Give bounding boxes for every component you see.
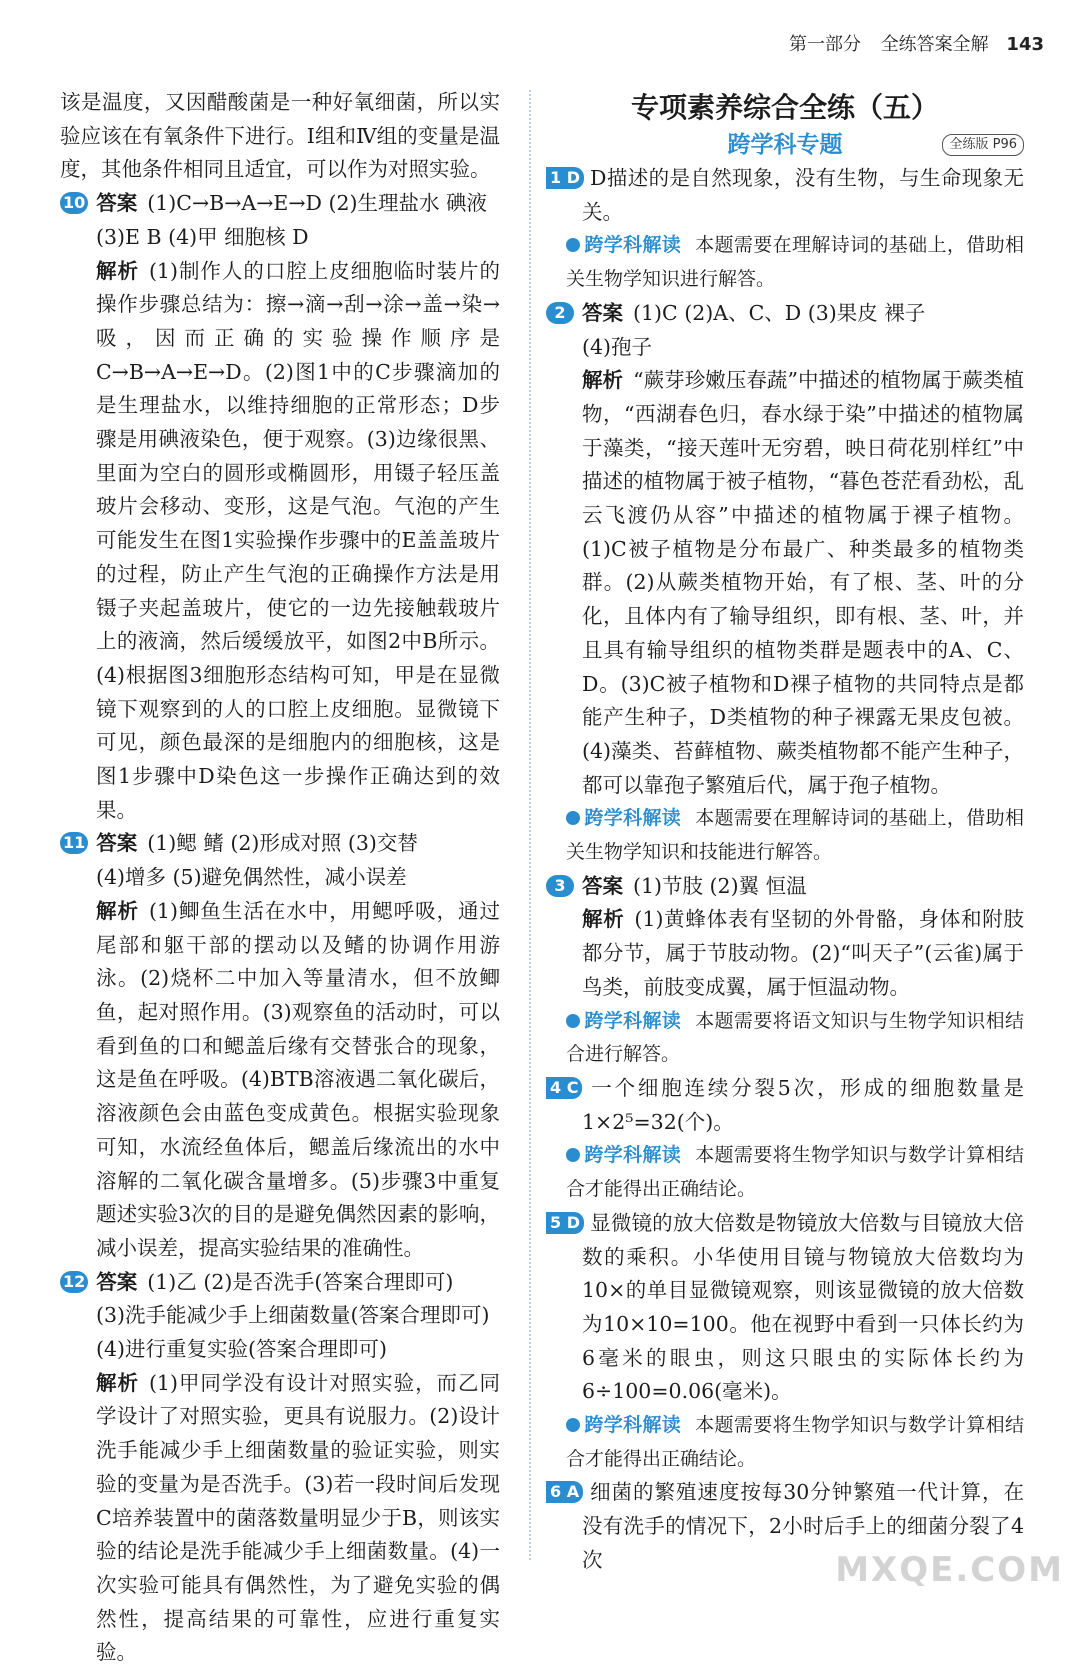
q3-number: 3 bbox=[546, 875, 574, 897]
q12-answer-2: (3)洗手能减少手上细菌数量(答案合理即可) bbox=[96, 1303, 490, 1328]
q12-answer-line2 bbox=[60, 1299, 500, 1333]
q5-cross-label: 跨学科解读 bbox=[566, 1414, 681, 1436]
q10-answer-2: (3)E B (4)甲 细胞核 D bbox=[96, 224, 309, 249]
q5-badge bbox=[546, 1212, 584, 1234]
q12-answer-3: (4)进行重复实验(答案合理即可) bbox=[96, 1337, 388, 1362]
section-title: 专项素养综合全练（五） bbox=[630, 91, 939, 124]
q4-number: 4 bbox=[550, 1077, 562, 1097]
q3-cross-label: 跨学科解读 bbox=[566, 1010, 681, 1032]
q11-analysis bbox=[60, 895, 500, 1266]
q10-answer-line2 bbox=[60, 221, 500, 255]
q6-choice: A bbox=[566, 1482, 580, 1502]
q12-analysis bbox=[60, 1367, 500, 1670]
q6-badge bbox=[546, 1481, 583, 1503]
q6-number: 6 bbox=[550, 1482, 562, 1502]
header-book: 全练答案全解 bbox=[880, 34, 989, 55]
column-divider bbox=[529, 90, 531, 1560]
q4-item bbox=[546, 1072, 1024, 1139]
cross-bullet-icon bbox=[566, 1014, 580, 1028]
q3-answer bbox=[546, 870, 1024, 904]
q10-answer-1: (1)C→B→A→E→D (2)生理盐水 碘液 bbox=[147, 191, 488, 216]
q2-cross-note bbox=[546, 802, 1024, 869]
q12-answer-line3 bbox=[60, 1333, 500, 1367]
q1-cross-note bbox=[546, 229, 1024, 296]
q4-text: 一个细胞连续分裂5次，形成的细胞数量是1×2⁵=32(个)。 bbox=[582, 1075, 1024, 1134]
q10-analysis bbox=[60, 255, 500, 828]
q12-answer-label: 答案 bbox=[96, 1269, 138, 1294]
q4-cross-label: 跨学科解读 bbox=[566, 1144, 681, 1166]
q1-badge bbox=[546, 167, 584, 189]
q1-number: 1 bbox=[550, 168, 562, 187]
q1-item bbox=[546, 162, 1024, 229]
q3-answer-label: 答案 bbox=[582, 873, 623, 898]
q5-cross-text: 本题需要将生物学知识与数学计算相结合才能得出正确结论。 bbox=[566, 1414, 1024, 1470]
q3-analysis-text: (1)黄蜂体表有坚韧的外骨骼，身体和附肢都分节，属于节肢动物。(2)“叫天子”(云雀)属于鸟类，前肢变成翼，属于恒温动物。 bbox=[582, 907, 1024, 999]
q11-answer-1: (1)鳃 鳍 (2)形成对照 (3)交替 bbox=[147, 831, 418, 856]
q4-cross-text: 本题需要将生物学知识与数学计算相结合才能得出正确结论。 bbox=[566, 1144, 1024, 1201]
q2-answer-1: (1)C (2)A、C、D (3)果皮 裸子 bbox=[633, 300, 926, 325]
page-header bbox=[789, 30, 1044, 56]
q1-cross-text: 本题需要在理解诗词的基础上，借助相关生物学知识进行解答。 bbox=[566, 234, 1024, 291]
page-number: 143 bbox=[1006, 34, 1044, 55]
q1-text: D描述的是自然现象，没有生物，与生命现象无关。 bbox=[582, 166, 1024, 224]
q10-answer bbox=[60, 187, 500, 221]
q3-cross-note bbox=[546, 1005, 1024, 1072]
q11-answer-line2 bbox=[60, 861, 500, 895]
q11-answer bbox=[60, 827, 500, 861]
q12-analysis-label: 解析 bbox=[96, 1370, 139, 1395]
q2-analysis-text: “蕨芽珍嫩压春蔬”中描述的植物属于蕨类植物，“西湖春色归，春水绿于染”中描述的植物属于藻类，“接天莲叶无穷碧，映日荷花别样红”中描述的植物属于被子植物，“暮色苍茫看劲松，乱云飞渡仍从容”中描述的植物属于裸子植物。(1)C被子植物是分布最广、种类最多的植物类群。(2)从蕨类植物开始，有了根、茎、叶的分化，且体内有了输导组织，即有根、茎、叶，并且具有输导组织的植物类群是题表中的A、C、D。(3)C被子植物和D裸子植物的共同特点是都能产生种子，D类植物的种子裸露无果皮包被。(4)藻类、苔藓植物、蕨类植物都不能产生种子，都可以靠孢子繁殖后代，属于孢子植物。 bbox=[582, 368, 1025, 797]
q1-choice: D bbox=[566, 168, 580, 187]
q3-cross-text: 本题需要将语文知识与生物学知识相结合进行解答。 bbox=[566, 1009, 1024, 1066]
q2-answer-line2 bbox=[546, 331, 1024, 365]
cross-bullet-icon bbox=[566, 238, 580, 252]
q4-cross-note bbox=[546, 1139, 1024, 1206]
q10-analysis-text: (1)制作人的口腔上皮细胞临时装片的操作步骤总结为：擦→滴→刮→涂→盖→染→吸，因而正确的实验操作顺序是C→B→A→E→D。(2)图1中的C步骤滴加的是生理盐水，以维持细胞的正常形态；D步骤是用碘液染色，便于观察。(3)边缘很黑、里面为空白的圆形或椭圆形，用镊子轻压盖玻片会移动、变形，这是气泡。气泡的产生可能发生在图1实验操作步骤中的E盖盖玻片的过程，防止产生气泡的正确操作方法是用镊子夹起盖玻片，使它的一边先接触载玻片上的液滴，然后缓缓放平，如图2中B所示。(4)根据图3细胞形态结构可知，甲是在显微镜下观察到的人的口腔上皮细胞。显微镜下可见，颜色最深的是细胞内的细胞核，这是图1步骤中D染色这一步操作正确达到的效果。 bbox=[96, 258, 500, 822]
q4-choice: C bbox=[566, 1077, 579, 1097]
header-section: 第一部分 bbox=[788, 34, 861, 55]
q2-answer bbox=[546, 297, 1024, 331]
q1-cross-label: 跨学科解读 bbox=[566, 234, 681, 256]
q10-answer-label: 答案 bbox=[96, 191, 138, 216]
q5-choice: D bbox=[566, 1212, 580, 1232]
section-subtitle bbox=[546, 128, 1024, 162]
q12-answer bbox=[60, 1266, 500, 1300]
reference-badge: 全练版 P96 bbox=[942, 134, 1024, 156]
q2-answer-label: 答案 bbox=[582, 300, 623, 325]
q5-text: 显微镜的放大倍数是物镜放大倍数与目镜放大倍数的乘积。小华使用目镜与物镜放大倍数均为10×的单目显微镜观察，则该显微镜的放大倍数为10×10=100。他在视野中看到一只体长约为6毫米的眼虫，则这只眼虫的实际体长约为6÷100=0.06(毫米)。 bbox=[582, 1210, 1024, 1404]
cross-bullet-icon bbox=[566, 1418, 580, 1432]
left-column bbox=[60, 86, 500, 1670]
q2-analysis-label: 解析 bbox=[582, 368, 624, 393]
watermark-logo: MXQE.COM bbox=[835, 1550, 1064, 1590]
q2-number: 2 bbox=[546, 302, 574, 324]
q5-cross-note bbox=[546, 1409, 1024, 1476]
q6-text: 细菌的繁殖速度按每30分钟繁殖一代计算，在没有洗手的情况下，2小时后手上的细菌分裂了4次 bbox=[582, 1480, 1024, 1572]
q12-analysis-text: (1)甲同学没有设计对照实验，而乙同学设计了对照实验，更具有说服力。(2)设计洗手能减少手上细菌数量的验证实验，则实验的变量为是否洗手。(3)若一段时间后发现C培养装置中的菌落数量明显少于B，则该实验的结论是洗手能减少手上细菌数量。(4)一次实验可能具有偶然性，为了避免实验的偶然性，提高结果的可靠性，应进行重复实验。 bbox=[96, 1370, 500, 1665]
q4-badge bbox=[546, 1077, 582, 1099]
q11-number: 11 bbox=[60, 832, 88, 854]
cross-bullet-icon bbox=[566, 811, 580, 825]
q2-answer-2: (4)孢子 bbox=[582, 334, 653, 359]
cross-bullet-icon bbox=[566, 1148, 580, 1162]
q10-analysis-label: 解析 bbox=[96, 258, 139, 283]
q5-item bbox=[546, 1207, 1024, 1409]
q11-answer-2: (4)增多 (5)避免偶然性，减小误差 bbox=[96, 865, 407, 890]
q12-number: 12 bbox=[60, 1271, 88, 1293]
q2-cross-text: 本题需要在理解诗词的基础上，借助相关生物学知识和技能进行解答。 bbox=[566, 807, 1024, 864]
intro-paragraph bbox=[60, 86, 500, 187]
q3-analysis-label: 解析 bbox=[582, 907, 625, 932]
intro-text: 该是温度，又因醋酸菌是一种好氧细菌，所以实验应该在有氧条件下进行。Ⅰ组和Ⅳ组的变量是温度，其他条件相同且适宜，可以作为对照实验。 bbox=[60, 90, 500, 182]
q12-answer-1: (1)乙 (2)是否洗手(答案合理即可) bbox=[147, 1269, 454, 1294]
q3-answer-1: (1)节肢 (2)翼 恒温 bbox=[633, 873, 807, 898]
q5-number: 5 bbox=[550, 1212, 562, 1232]
q2-cross-label: 跨学科解读 bbox=[566, 807, 681, 829]
right-column bbox=[546, 86, 1024, 1578]
q3-analysis bbox=[546, 903, 1024, 1004]
q2-analysis bbox=[546, 364, 1024, 802]
q10-number: 10 bbox=[60, 192, 88, 214]
q11-analysis-label: 解析 bbox=[96, 898, 139, 923]
q11-analysis-text: (1)鲫鱼生活在水中，用鳃呼吸，通过尾部和躯干部的摆动以及鳍的协调作用游泳。(2)烧杯二中加入等量清水，但不放鲫鱼，起对照作用。(3)观察鱼的活动时，可以看到鱼的口和鳃盖后缘有交替张合的现象，这是鱼在呼吸。(4)BTB溶液遇二氧化碳后，溶液颜色会由蓝色变成黄色。根据实验现象可知，水流经鱼体后，鳃盖后缘流出的水中溶解的二氧化碳含量增多。(5)步骤3中重复题述实验3次的目的是避免偶然因素的影响，减小误差，提高实验结果的准确性。 bbox=[96, 898, 500, 1260]
q11-answer-label: 答案 bbox=[96, 831, 138, 856]
subtitle-text: 跨学科专题 bbox=[727, 132, 843, 158]
